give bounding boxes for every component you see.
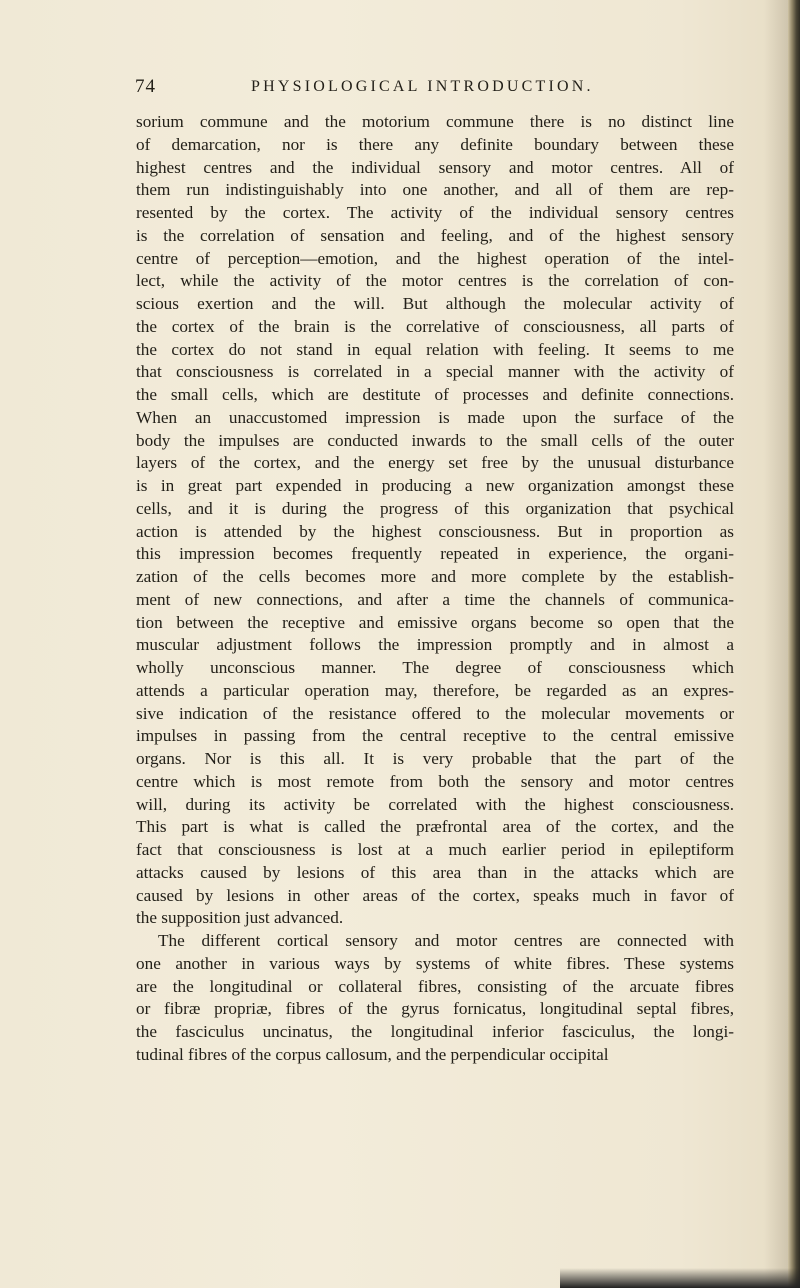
- binding-edge: [788, 0, 800, 1288]
- text-line: them run indistinguishably into one another, and all of them are rep-: [136, 180, 734, 200]
- text-line: attends a particular operation may, therefore, be regarded as an expres-: [136, 680, 734, 700]
- text-line: wholly unconscious manner. The degree of consciousness which: [136, 658, 734, 677]
- text-line: resented by the cortex. The activity of the individual sensory centres: [136, 203, 734, 222]
- paragraph: [136, 930, 734, 1067]
- text-line: caused by lesions in other areas of the cortex, speaks much in favor of: [136, 885, 734, 905]
- text-line: body the impulses are conducted inwards to the small cells of the outer: [136, 430, 734, 450]
- text-line: centre of perception—emotion, and the highest operation of the intel-: [136, 248, 734, 268]
- text-line: fact that consciousness is lost at a much earlier period in epileptiform: [136, 840, 734, 859]
- text-line: ment of new connections, and after a time the channels of communica-: [136, 589, 734, 609]
- binding-shadow: [764, 0, 788, 1288]
- text-line: organs. Nor is this all. It is very probable that the part of the: [136, 749, 734, 768]
- bottom-shadow: [560, 1268, 800, 1288]
- text-line: impulses in passing from the central receptive to the central emissive: [136, 726, 734, 746]
- text-line: muscular adjustment follows the impression promptly and in almost a: [136, 635, 734, 655]
- text-line: of demarcation, nor is there any definite boundary between these: [136, 134, 734, 154]
- text-line: highest centres and the individual sensory and motor centres. All of: [136, 157, 734, 177]
- text-line: the supposition just advanced.: [136, 908, 344, 928]
- text-line: that consciousness is correlated in a special manner with the activity of: [136, 362, 734, 382]
- text-line: cells, and it is during the progress of this organization that psychical: [136, 498, 734, 518]
- text-line: one another in various ways by systems of white fibres. These systems: [136, 953, 734, 973]
- text-line: is in great part expended in producing a new organization amongst these: [136, 476, 734, 495]
- text-line: sive indication of the resistance offered to the molecular movements or: [136, 703, 734, 723]
- text-line: zation of the cells becomes more and more complete by the establish-: [136, 567, 734, 586]
- text-line: scious exertion and the will. But although the molecular activity of: [136, 294, 734, 313]
- text-line: the cortex do not stand in equal relation with feeling. It seems to me: [136, 339, 734, 359]
- text-line: action is attended by the highest consciousness. But in proportion as: [136, 521, 734, 541]
- text-line: the fasciculus uncinatus, the longitudinal inferior fasciculus, the longi-: [136, 1022, 734, 1041]
- text-line: tion between the receptive and emissive organs become so open that the: [136, 612, 734, 632]
- text-line: this impression becomes frequently repeated in experience, the organi-: [136, 544, 734, 564]
- text-line: is the correlation of sensation and feeling, and of the highest sensory: [136, 225, 734, 245]
- text-line: centre which is most remote from both the sensory and motor centres: [136, 771, 734, 791]
- text-line: attacks caused by lesions of this area than in the attacks which are: [136, 862, 734, 882]
- running-head: PHYSIOLOGICAL INTRODUCTION.: [251, 78, 594, 95]
- page-header: [135, 76, 735, 102]
- text-line: are the longitudinal or collateral fibres, consisting of the arcuate fibres: [136, 976, 734, 996]
- text-line: or fibræ propriæ, fibres of the gyrus fornicatus, longitudinal septal fibres,: [136, 999, 734, 1019]
- text-line: the small cells, which are destitute of processes and definite connections.: [136, 385, 734, 404]
- text-line: tudinal fibres of the corpus callosum, and the perpendicular occipital: [136, 1044, 609, 1064]
- body-text: [136, 111, 734, 1067]
- paragraph: [136, 111, 734, 930]
- text-line: lect, while the activity of the motor centres is the correlation of con-: [136, 271, 734, 291]
- text-line: When an unaccustomed impression is made upon the surface of the: [136, 407, 734, 427]
- text-line: sorium commune and the motorium commune there is no distinct line: [136, 112, 734, 131]
- text-line: the cortex of the brain is the correlative of consciousness, all parts of: [136, 316, 734, 336]
- text-line: layers of the cortex, and the energy set free by the unusual disturbance: [136, 453, 734, 473]
- page-number: 74: [135, 76, 156, 97]
- text-line: The different cortical sensory and motor centres are connected with: [158, 931, 734, 950]
- text-line: This part is what is called the præfrontal area of the cortex, and the: [136, 817, 734, 837]
- text-line: will, during its activity be correlated with the highest consciousness.: [136, 794, 734, 814]
